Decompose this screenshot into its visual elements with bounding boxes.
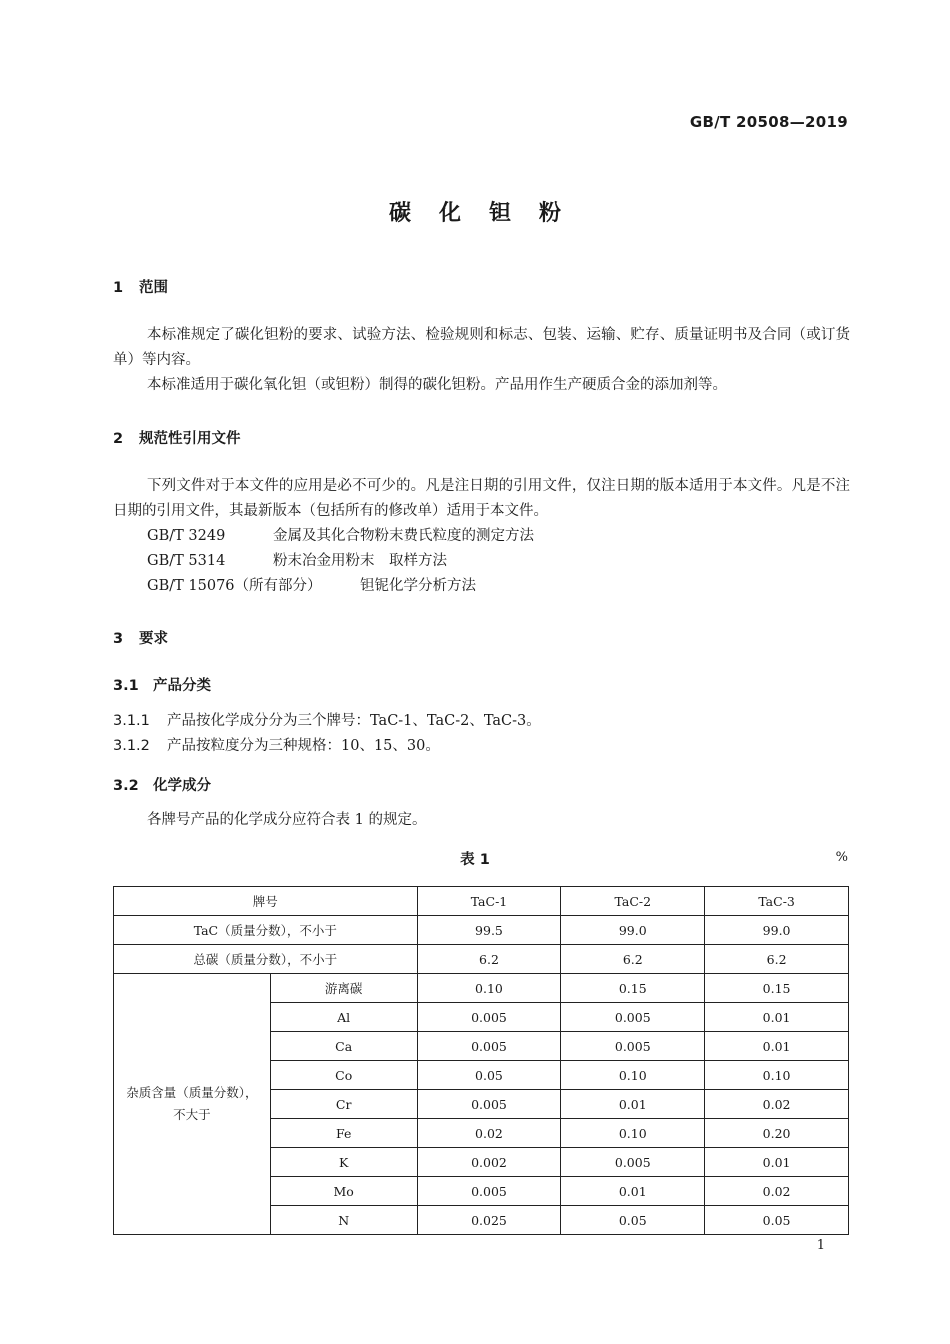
table-cell: 6.2: [705, 945, 849, 974]
table-cell: 0.002: [417, 1148, 561, 1177]
section-title: 要求: [139, 631, 168, 647]
element-label: N: [270, 1206, 417, 1235]
section-number: 3: [113, 631, 124, 647]
clause-text: 产品按化学成分分为三个牌号：TaC-1、TaC-2、TaC-3。: [167, 713, 541, 729]
element-label: Co: [270, 1061, 417, 1090]
table-cell: 0.15: [561, 974, 705, 1003]
reference-code: GB/T 15076（所有部分）: [147, 578, 322, 594]
section-title: 规范性引用文件: [139, 431, 241, 447]
table-cell: 0.10: [561, 1119, 705, 1148]
table-cell: 0.05: [705, 1206, 849, 1235]
header-cell: TaC-2: [561, 887, 705, 916]
impurity-group-label: [114, 974, 271, 1235]
clause-number: 3.1.2: [113, 738, 150, 754]
section-2-paragraph-1: 下列文件对于本文件的应用是必不可少的。凡是注日期的引用文件，仅注日期的版本适用于本文件。凡是不注日期的引用文件，其最新版本（包括所有的修改单）适用于本文件。: [113, 478, 850, 519]
table-cell: 6.2: [561, 945, 705, 974]
reference-item: [147, 524, 534, 545]
row-label: TaC（质量分数），不小于: [114, 916, 418, 945]
table-cell: 0.10: [561, 1061, 705, 1090]
header-cell: TaC-3: [705, 887, 849, 916]
header-cell: TaC-1: [417, 887, 561, 916]
table-cell: 0.005: [561, 1032, 705, 1061]
table-cell: 0.02: [705, 1177, 849, 1206]
section-title: 范围: [139, 280, 168, 296]
table-cell: 0.02: [417, 1119, 561, 1148]
table-cell: 0.05: [561, 1206, 705, 1235]
element-label: K: [270, 1148, 417, 1177]
clause-3-1-2: [113, 734, 440, 755]
table-cell: 0.005: [417, 1003, 561, 1032]
element-label: Ca: [270, 1032, 417, 1061]
element-label: Al: [270, 1003, 417, 1032]
clause-3-1-1: [113, 709, 541, 730]
document-title: 碳化钽粉: [388, 201, 589, 226]
table-cell: 0.005: [417, 1032, 561, 1061]
table-cell: 0.10: [705, 1061, 849, 1090]
table-row: [114, 916, 849, 945]
reference-name: 钽铌化学分析方法: [360, 578, 476, 594]
table-cell: 99.0: [705, 916, 849, 945]
element-label: Mo: [270, 1177, 417, 1206]
table-cell: 0.01: [705, 1032, 849, 1061]
reference-code: GB/T 5314: [147, 553, 226, 569]
table-cell: 6.2: [417, 945, 561, 974]
section-3-2-paragraph: 各牌号产品的化学成分应符合表 1 的规定。: [147, 812, 427, 828]
reference-name: 金属及其化合物粉末费氏粒度的测定方法: [273, 528, 534, 544]
clause-text: 产品按粒度分为三种规格：10、15、30。: [167, 738, 440, 754]
table-cell: 0.01: [705, 1003, 849, 1032]
group-label-line: 不大于: [173, 1107, 211, 1122]
table-caption: 表 1: [460, 852, 490, 868]
section-3-heading: [113, 627, 168, 648]
section-1-paragraph-1: 本标准规定了碳化钽粉的要求、试验方法、检验规则和标志、包装、运输、贮存、质量证明书及合同（或订货单）等内容。: [113, 327, 850, 368]
element-label: 游离碳: [270, 974, 417, 1003]
section-title: 化学成分: [153, 778, 211, 794]
table-row: [114, 974, 849, 1003]
table-cell: 0.005: [417, 1177, 561, 1206]
section-1-paragraph-2: 本标准适用于碳化氧化钽（或钽粉）制得的碳化钽粉。产品用作生产硬质合金的添加剂等。: [147, 377, 727, 393]
clause-number: 3.1.1: [113, 713, 150, 729]
table-cell: 0.01: [561, 1090, 705, 1119]
chemical-composition-table: [113, 886, 849, 1235]
section-number: 3.1: [113, 678, 139, 694]
table-row: [114, 945, 849, 974]
standard-code: GB/T 20508—2019: [689, 113, 848, 131]
table-cell: 0.20: [705, 1119, 849, 1148]
element-label: Fe: [270, 1119, 417, 1148]
reference-name: 粉末冶金用粉末 取样方法: [273, 553, 447, 569]
section-number: 2: [113, 431, 124, 447]
element-label: Cr: [270, 1090, 417, 1119]
section-3-1-heading: [113, 674, 211, 695]
table-cell: 0.15: [705, 974, 849, 1003]
section-1-heading: [113, 276, 168, 297]
table-cell: 0.01: [561, 1177, 705, 1206]
table-cell: 0.01: [705, 1148, 849, 1177]
reference-code: GB/T 3249: [147, 528, 226, 544]
table-cell: 0.10: [417, 974, 561, 1003]
table-cell: 0.005: [417, 1090, 561, 1119]
table-cell: 99.5: [417, 916, 561, 945]
group-label-line: 杂质含量（质量分数），: [126, 1085, 258, 1100]
section-number: 3.2: [113, 778, 139, 794]
table-header-row: [114, 887, 849, 916]
section-title: 产品分类: [153, 678, 211, 694]
reference-item: [147, 549, 447, 570]
section-number: 1: [113, 280, 124, 296]
section-2-heading: [113, 427, 241, 448]
table-cell: 0.005: [561, 1148, 705, 1177]
header-cell: 牌号: [114, 887, 418, 916]
table-cell: 0.05: [417, 1061, 561, 1090]
table-cell: 0.005: [561, 1003, 705, 1032]
section-3-2-heading: [113, 774, 211, 795]
page-number: 1: [816, 1238, 825, 1253]
row-label: 总碳（质量分数），不小于: [114, 945, 418, 974]
reference-item: [147, 574, 476, 595]
table-cell: 99.0: [561, 916, 705, 945]
table-cell: 0.02: [705, 1090, 849, 1119]
table-unit: %: [835, 850, 848, 865]
table-cell: 0.025: [417, 1206, 561, 1235]
